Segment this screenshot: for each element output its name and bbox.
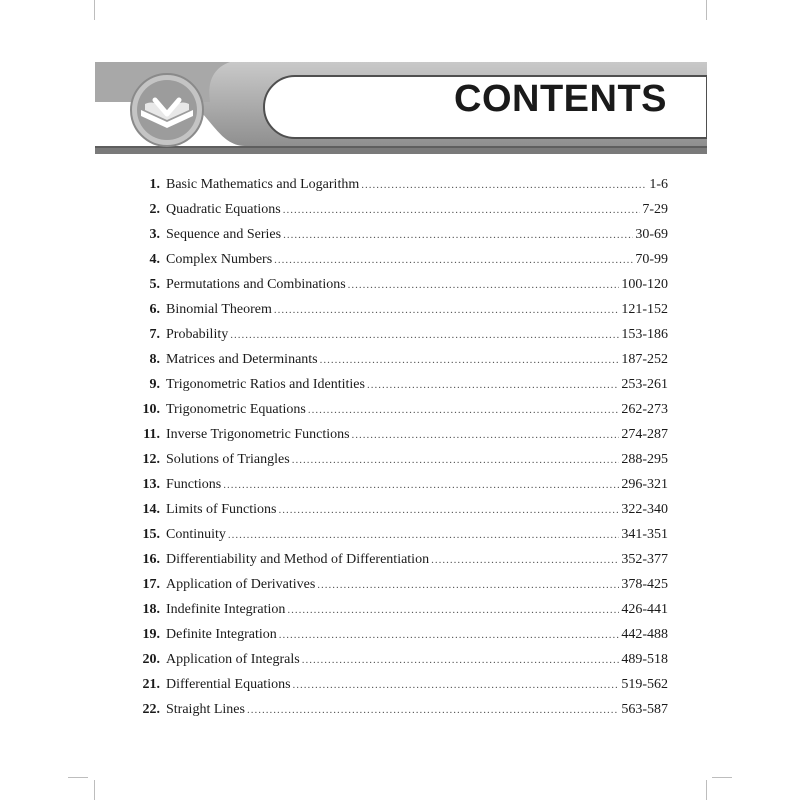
dot-leader: [283, 223, 633, 248]
chapter-number: 22.: [142, 702, 160, 717]
crop-mark: [68, 777, 88, 778]
page-range: 288-295: [621, 452, 668, 467]
toc-entry[interactable]: [130, 497, 668, 522]
crop-mark: [706, 0, 707, 20]
chapter-title: Solutions of Triangles: [166, 452, 290, 467]
chapter-number: 6.: [149, 302, 160, 317]
dot-leader: [287, 598, 619, 623]
toc-entry[interactable]: [130, 347, 668, 372]
chapter-title: Permutations and Combinations: [166, 277, 346, 292]
chapter-title: Straight Lines: [166, 702, 245, 717]
dot-leader: [320, 348, 620, 373]
toc-entry[interactable]: [130, 197, 668, 222]
chapter-number: 7.: [149, 327, 160, 342]
dot-leader: [279, 623, 620, 648]
page-range: 187-252: [621, 352, 668, 367]
chapter-number: 9.: [149, 377, 160, 392]
chapter-number: 15.: [142, 527, 160, 542]
table-of-contents: [130, 172, 668, 722]
dot-leader: [274, 298, 619, 323]
toc-entry[interactable]: [130, 272, 668, 297]
page-range: 262-273: [621, 402, 668, 417]
page-range: 274-287: [621, 427, 668, 442]
chapter-title: Trigonometric Ratios and Identities: [166, 377, 365, 392]
chapter-title: Trigonometric Equations: [166, 402, 306, 417]
chapter-title: Application of Derivatives: [166, 577, 316, 592]
crop-mark: [712, 777, 732, 778]
chapter-title: Binomial Theorem: [166, 302, 272, 317]
chapter-title: Probability: [166, 327, 229, 342]
chapter-title: Complex Numbers: [166, 252, 273, 267]
page-range: 378-425: [621, 577, 668, 592]
toc-entry[interactable]: [130, 697, 668, 722]
dot-leader: [348, 273, 620, 298]
page-title: CONTENTS: [454, 78, 667, 120]
chapter-title: Application of Integrals: [166, 652, 300, 667]
chapter-number: 11.: [143, 427, 160, 442]
toc-entry[interactable]: [130, 297, 668, 322]
open-book-check-icon: [127, 70, 207, 150]
dot-leader: [247, 698, 619, 723]
crop-mark: [94, 0, 95, 20]
chapter-title: Quadratic Equations: [166, 202, 281, 217]
chapter-title: Functions: [166, 477, 222, 492]
chapter-number: 13.: [142, 477, 160, 492]
dot-leader: [352, 423, 620, 448]
page-range: 489-518: [621, 652, 668, 667]
dot-leader: [230, 323, 619, 348]
chapter-number: 18.: [142, 602, 160, 617]
chapter-number: 17.: [142, 577, 160, 592]
dot-leader: [228, 523, 619, 548]
chapter-title: Differentiability and Method of Differentiation: [166, 552, 430, 567]
contents-header-banner: [95, 62, 707, 162]
page-range: 426-441: [621, 602, 668, 617]
chapter-number: 5.: [149, 277, 160, 292]
chapter-number: 8.: [149, 352, 160, 367]
chapter-number: 16.: [142, 552, 160, 567]
toc-entry[interactable]: [130, 372, 668, 397]
dot-leader: [278, 498, 619, 523]
dot-leader: [223, 473, 619, 498]
toc-entry[interactable]: [130, 422, 668, 447]
chapter-number: 12.: [142, 452, 160, 467]
toc-entry[interactable]: [130, 222, 668, 247]
chapter-title: Limits of Functions: [166, 502, 277, 517]
toc-entry[interactable]: [130, 672, 668, 697]
dot-leader: [293, 673, 620, 698]
page-range: 341-351: [621, 527, 668, 542]
chapter-title: Continuity: [166, 527, 226, 542]
page-range: 1-6: [649, 177, 668, 192]
toc-entry[interactable]: [130, 597, 668, 622]
chapter-title: Inverse Trigonometric Functions: [166, 427, 350, 442]
toc-entry[interactable]: [130, 522, 668, 547]
page-range: 519-562: [621, 677, 668, 692]
chapter-number: 14.: [142, 502, 160, 517]
toc-entry[interactable]: [130, 572, 668, 597]
page-range: 296-321: [621, 477, 668, 492]
dot-leader: [317, 573, 619, 598]
crop-mark: [706, 780, 707, 800]
chapter-title: Differential Equations: [166, 677, 291, 692]
page-range: 70-99: [635, 252, 668, 267]
page-range: 121-152: [621, 302, 668, 317]
toc-entry[interactable]: [130, 172, 668, 197]
page-range: 7-29: [642, 202, 668, 217]
page-range: 563-587: [621, 702, 668, 717]
toc-entry[interactable]: [130, 322, 668, 347]
chapter-number: 4.: [149, 252, 160, 267]
dot-leader: [274, 248, 633, 273]
toc-entry[interactable]: [130, 247, 668, 272]
chapter-number: 2.: [149, 202, 160, 217]
page-range: 100-120: [621, 277, 668, 292]
chapter-number: 1.: [149, 177, 160, 192]
page-range: 352-377: [621, 552, 668, 567]
dot-leader: [367, 373, 619, 398]
page-range: 253-261: [621, 377, 668, 392]
chapter-title: Definite Integration: [166, 627, 277, 642]
crop-mark: [94, 780, 95, 800]
page-range: 322-340: [621, 502, 668, 517]
chapter-title: Matrices and Determinants: [166, 352, 318, 367]
chapter-title: Sequence and Series: [166, 227, 282, 242]
chapter-number: 3.: [149, 227, 160, 242]
chapter-title: Basic Mathematics and Logarithm: [166, 177, 360, 192]
dot-leader: [361, 173, 647, 198]
chapter-number: 20.: [142, 652, 160, 667]
toc-entry[interactable]: [130, 622, 668, 647]
dot-leader: [308, 398, 619, 423]
page-range: 153-186: [621, 327, 668, 342]
chapter-number: 10.: [142, 402, 160, 417]
chapter-number: 19.: [142, 627, 160, 642]
chapter-title: Indefinite Integration: [166, 602, 286, 617]
dot-leader: [283, 198, 641, 223]
toc-entry[interactable]: [130, 647, 668, 672]
chapter-number: 21.: [142, 677, 160, 692]
dot-leader: [302, 648, 620, 673]
toc-entry[interactable]: [130, 547, 668, 572]
dot-leader: [292, 448, 620, 473]
toc-entry[interactable]: [130, 472, 668, 497]
toc-entry[interactable]: [130, 397, 668, 422]
page-range: 442-488: [621, 627, 668, 642]
dot-leader: [431, 548, 619, 573]
toc-entry[interactable]: [130, 447, 668, 472]
page-range: 30-69: [635, 227, 668, 242]
